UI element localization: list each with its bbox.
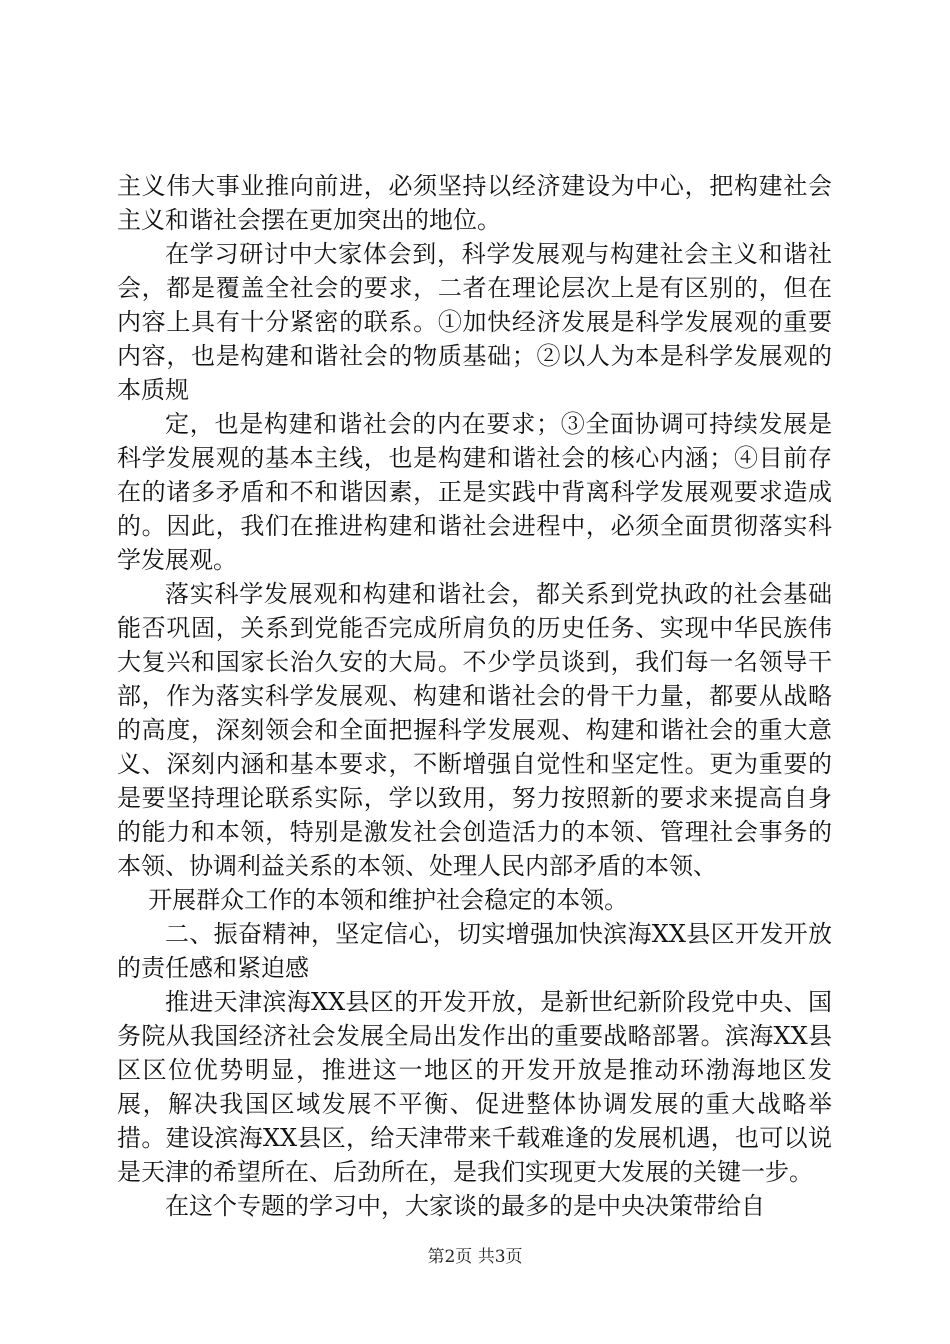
paragraph-5: 开展群众工作的本领和维护社会稳定的本领。 xyxy=(148,886,629,914)
page-number-footer: 第2页 共3页 xyxy=(427,1247,523,1267)
document-body xyxy=(117,169,832,1223)
paragraph-7: 在这个专题的学习中，大家谈的最多的是中央决策带给自 xyxy=(165,1192,765,1220)
paragraph-3: 定，也是构建和谐社会的内在要求；③全面协调可持续发展是科学发展观的基本主线，也是构建和谐社会的核心内涵；④目前存在的诸多矛盾和不和谐因素，正是实践中背离科学发展观要求造成的。因此，我们在推进构建和谐社会进程中，必须全面贯彻落实科学发展观。 xyxy=(117,410,832,574)
section-heading: 二、振奋精神，坚定信心，切实增强加快滨海XX县区开发开放的责任感和紧迫感 xyxy=(117,920,832,982)
paragraph-4: 落实科学发展观和构建和谐社会，都关系到党执政的社会基础能否巩固，关系到党能否完成所肩负的历史任务、实现中华民族伟大复兴和国家长治久安的大局。不少学员谈到，我们每一名领导干部，作为落实科学发展观、构建和谐社会的骨干力量，都要从战略的高度，深刻领会和全面把握科学发展观、构建和谐社会的重大意义、深刻内涵和基本要求，不断增强自觉性和坚定性。更为重要的是要坚持理论联系实际，学以致用，努力按照新的要求来提高自身的能力和本领，特别是激发社会创造活力的本领、管理社会事务的本领、协调利益关系的本领、处理人民内部矛盾的本领、 xyxy=(117,580,832,880)
paragraph-6: 推进天津滨海XX县区的开发开放，是新世纪新阶段党中央、国务院从我国经济社会发展全局出发作出的重要战略部署。滨海XX县区区位优势明显，推进这一地区的开发开放是推动环渤海地区发展，解决我国区域发展不平衡、促进整体协调发展的重大战略举措。建设滨海XX县区，给天津带来千载难逢的发展机遇，也可以说是天津的希望所在、后劲所在，是我们实现更大发展的关键一步。 xyxy=(117,988,832,1186)
paragraph-2: 在学习研讨中大家体会到，科学发展观与构建社会主义和谐社会，都是覆盖全社会的要求，二者在理论层次上是有区别的，但在内容上具有十分紧密的联系。①加快经济发展是科学发展观的重要内容，也是构建和谐社会的物质基础；②以人为本是科学发展观的本质规 xyxy=(117,240,832,404)
paragraph-1: 主义伟大事业推向前进，必须坚持以经济建设为中心，把构建社会主义和谐社会摆在更加突出的地位。 xyxy=(117,172,832,234)
